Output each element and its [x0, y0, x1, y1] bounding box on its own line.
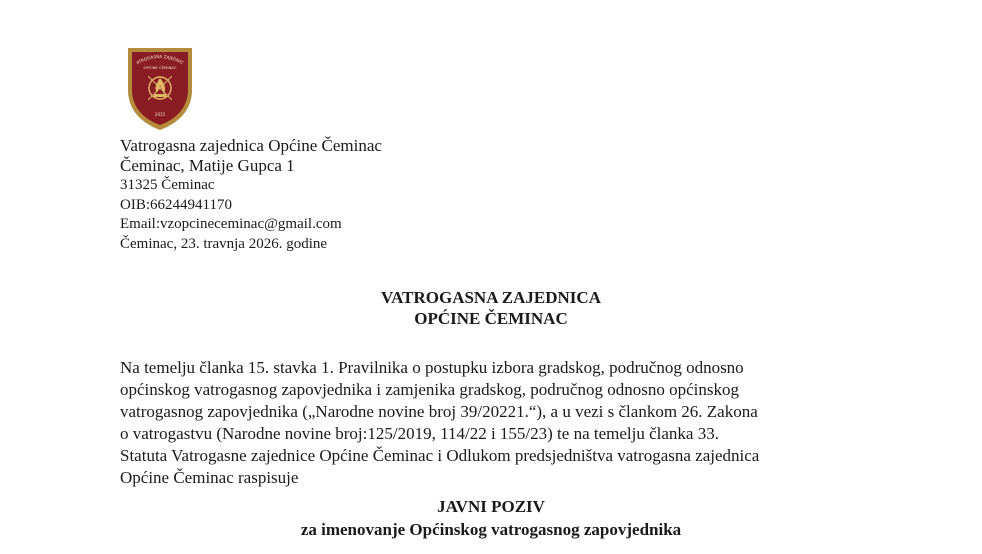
body-line: o vatrogastvu (Narodne novine broj:125/2019, 114/22 i 155/23) te na temelju članka 33. — [120, 424, 719, 443]
logo-year: 2015 — [154, 112, 166, 117]
body-line: Na temelju članka 15. stavka 1. Pravilnika o postupku izbora gradskog, područnog odnosno — [120, 358, 744, 377]
sender-address-block — [120, 136, 382, 254]
announcement-subtitle: za imenovanje Općinskog vatrogasnog zapovjednika — [300, 520, 682, 539]
sender-date: Čeminac, 23. travnja 2026. godine — [120, 235, 328, 252]
announcement-title: JAVNI POZIV — [437, 497, 545, 516]
body-line: Općine Čeminac raspisuje — [120, 468, 299, 487]
sender-name: Vatrogasna zajednica Općine Čeminac — [120, 136, 382, 155]
body-line: općinskog vatrogasnog zapovjednika i zamjenika gradskog, područnog odnosno općinskog — [120, 380, 739, 399]
sender-oib: OIB:66244941170 — [120, 196, 232, 213]
announcement-heading — [0, 495, 982, 541]
fire-brigade-logo — [126, 44, 194, 132]
shield-emblem-icon — [126, 44, 194, 132]
logo-middle-text: OPĆINE ČEMINAC — [143, 65, 177, 70]
body-line: Statuta Vatrogasne zajednice Općine Čeminac i Odlukom predsjedništva vatrogasna zajednica — [120, 446, 760, 465]
sender-email: Email:vzopcineceminac@gmail.com — [120, 216, 342, 232]
sender-postal: 31325 Čeminac — [120, 177, 215, 193]
body-paragraph — [120, 357, 860, 489]
body-line: vatrogasnog zapovjednika („Narodne novine broj 39/20221.“), a u vezi s člankom 26. Zakona — [120, 402, 758, 421]
organization-line-2: OPĆINE ČEMINAC — [414, 309, 568, 328]
logo-top-text: ATROGASNA ZAJEDNIC — [135, 53, 185, 66]
sender-street: Čeminac, Matije Gupca 1 — [120, 156, 295, 175]
organization-title — [0, 287, 982, 329]
organization-line-1: VATROGASNA ZAJEDNICA — [381, 288, 601, 307]
